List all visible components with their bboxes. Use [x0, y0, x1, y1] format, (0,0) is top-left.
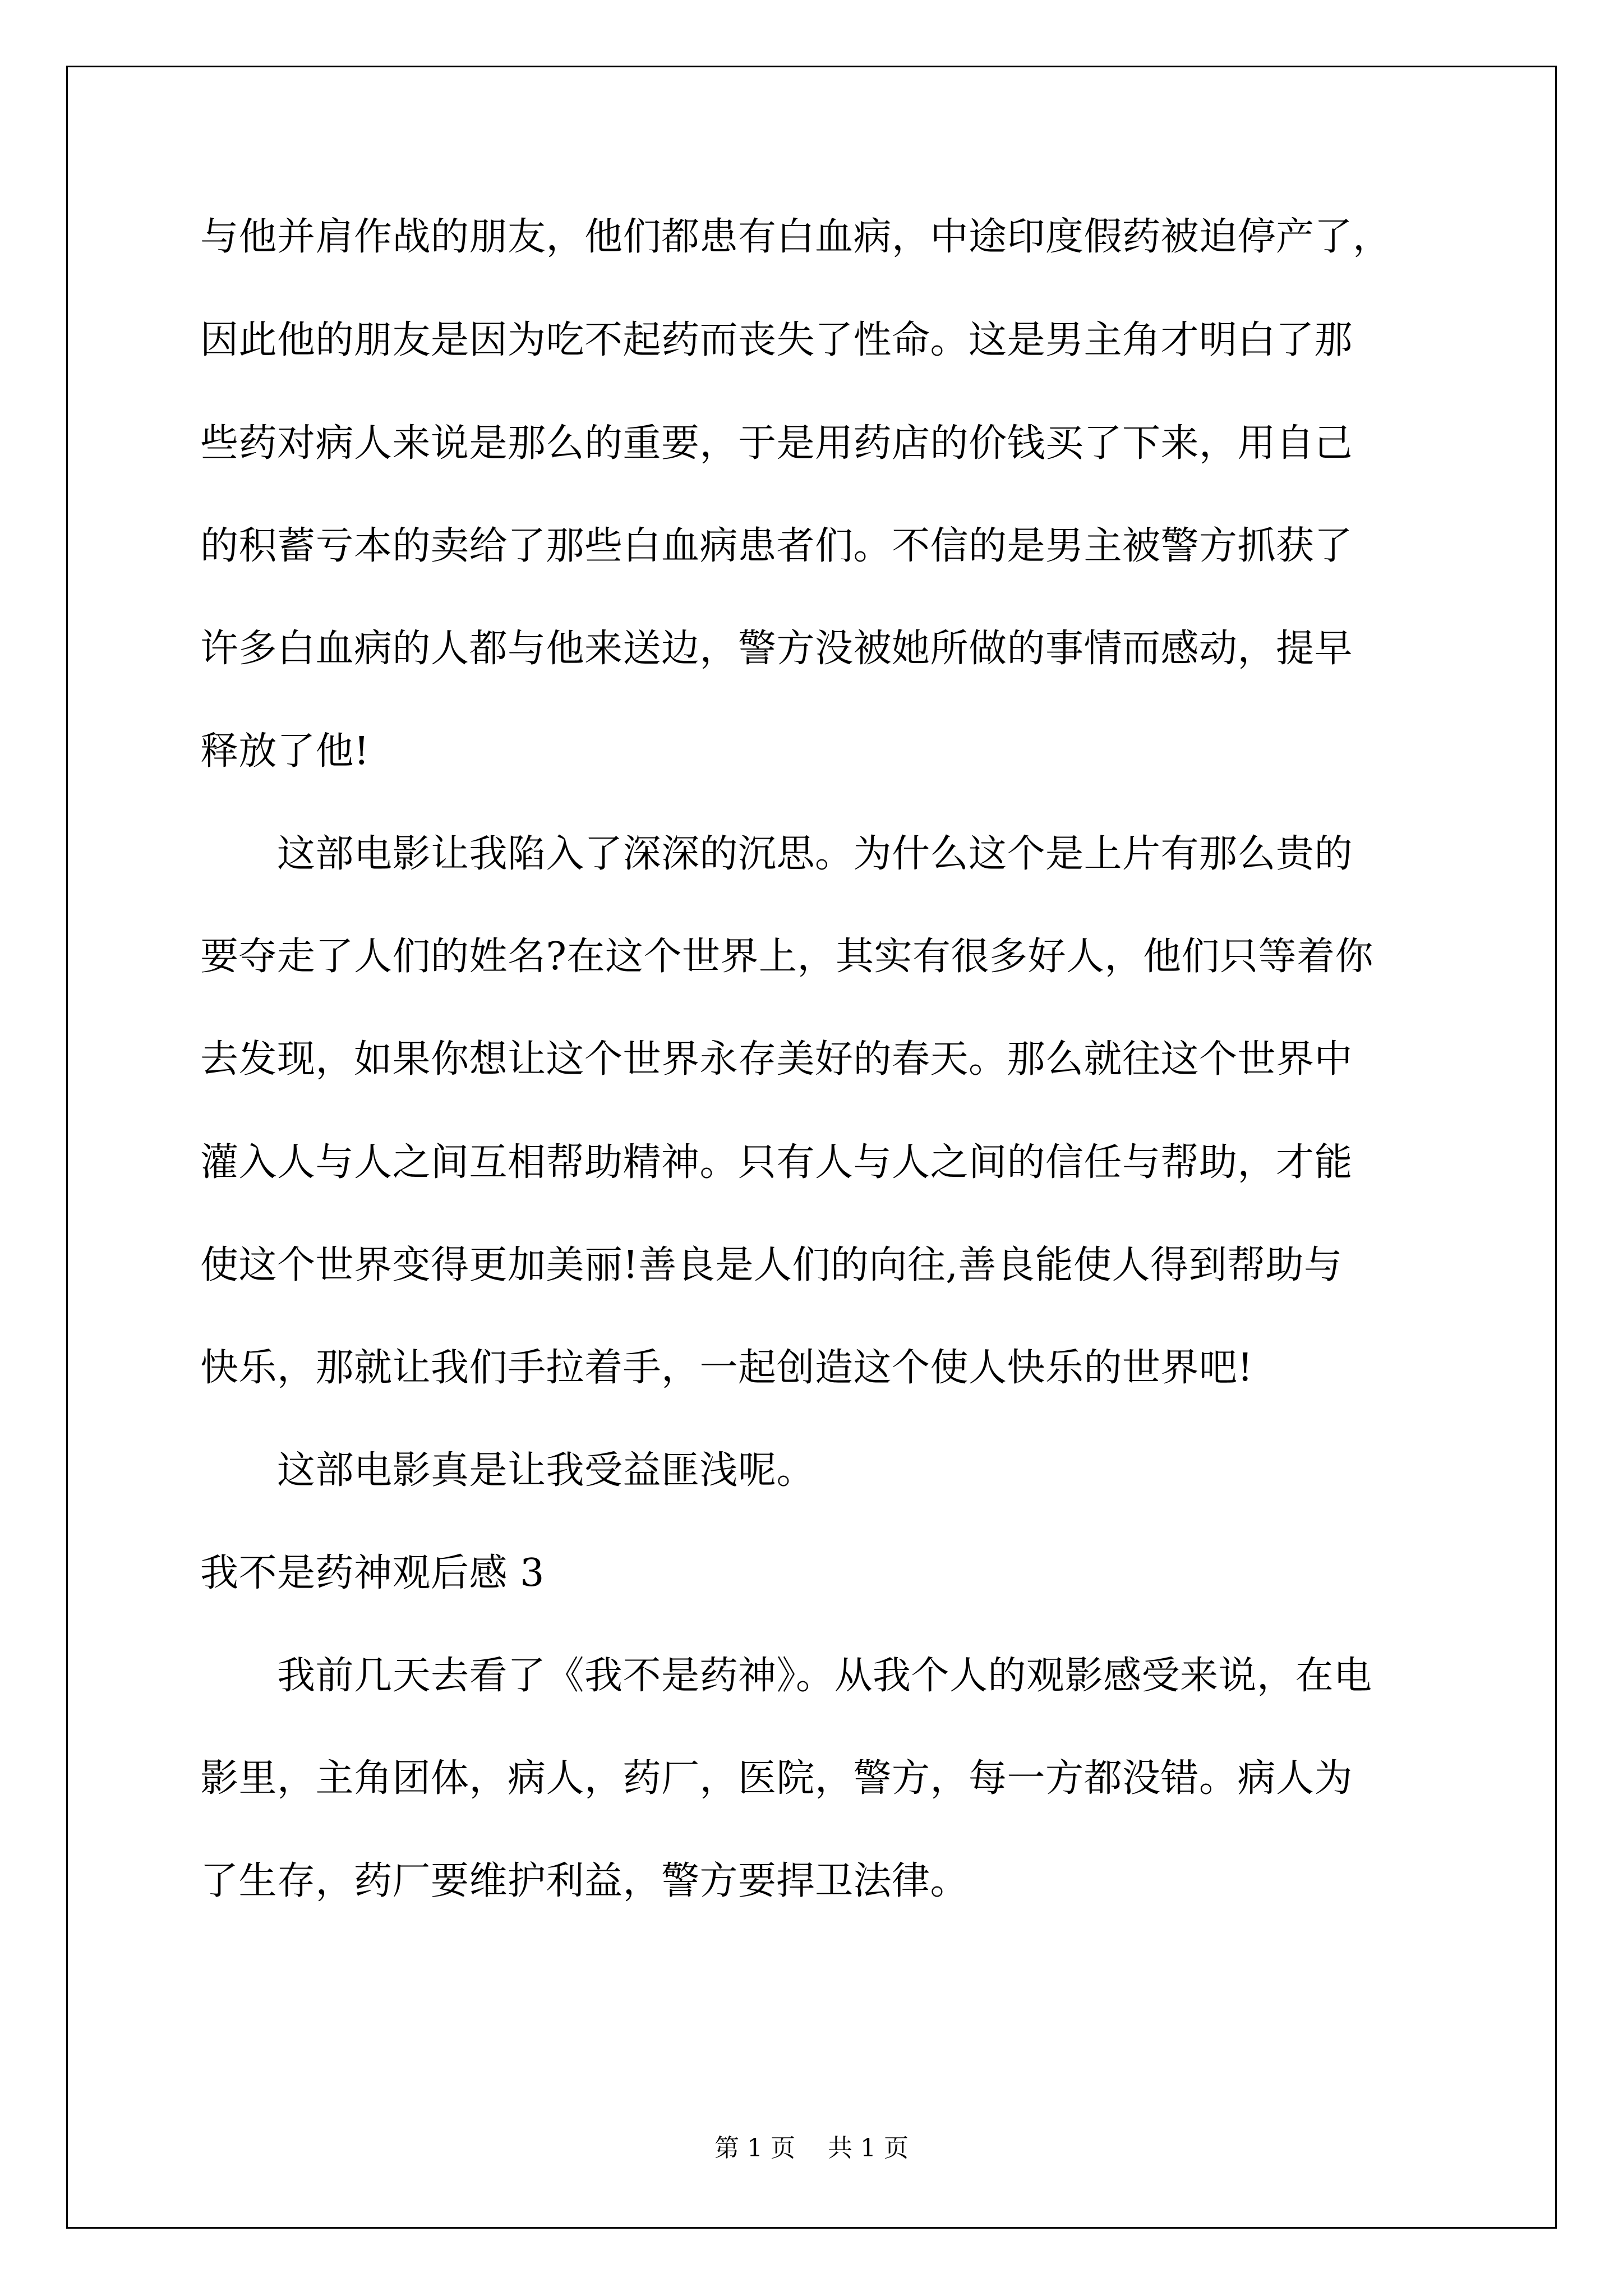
text-line: 的积蓄亏本的卖给了那些白血病患者们。不信的是男主被警方抓获了 [200, 524, 1353, 568]
text-line: 这部电影让我陷入了深深的沉思。为什么这个是上片有那么贵的 [200, 832, 1353, 876]
text-line: 释放了他! [200, 729, 370, 774]
text-line: 因此他的朋友是因为吃不起药而丧失了性命。这是男主角才明白了那 [200, 318, 1353, 362]
text-line: 些药对病人来说是那么的重要，于是用药店的价钱买了下来，用自己 [200, 421, 1353, 466]
text-line: 使这个世界变得更加美丽!善良是人们的向往,善良能使人得到帮助与 [200, 1243, 1343, 1287]
page-number-footer: 第 1 页 共 1 页 [714, 2134, 909, 2162]
text-line: 了生存，药厂要维护利益，警方要捍卫法律。 [200, 1859, 969, 1903]
text-line: 与他并肩作战的朋友，他们都患有白血病，中途印度假药被迫停产了， [200, 215, 1391, 259]
section-heading: 我不是药神观后感 3 [200, 1551, 545, 1595]
text-line: 这部电影真是让我受益匪浅呢。 [200, 1448, 815, 1493]
text-line: 我前几天去看了《我不是药神》。从我个人的观影感受来说，在电 [200, 1654, 1372, 1698]
text-line: 去发现，如果你想让这个世界永存美好的春天。那么就往这个世界中 [200, 1037, 1353, 1082]
text-line: 快乐，那就让我们手拉着手，一起创造这个使人快乐的世界吧! [200, 1346, 1253, 1390]
text-line: 灌入人与人之间互相帮助精神。只有人与人之间的信任与帮助，才能 [200, 1140, 1353, 1185]
text-line: 影里，主角团体，病人，药厂，医院，警方，每一方都没错。病人为 [200, 1756, 1353, 1801]
text-line: 要夺走了人们的姓名?在这个世界上，其实有很多好人，他们只等着你 [200, 935, 1373, 979]
text-line: 许多白血病的人都与他来送边，警方没被她所做的事情而感动，提早 [200, 627, 1353, 671]
